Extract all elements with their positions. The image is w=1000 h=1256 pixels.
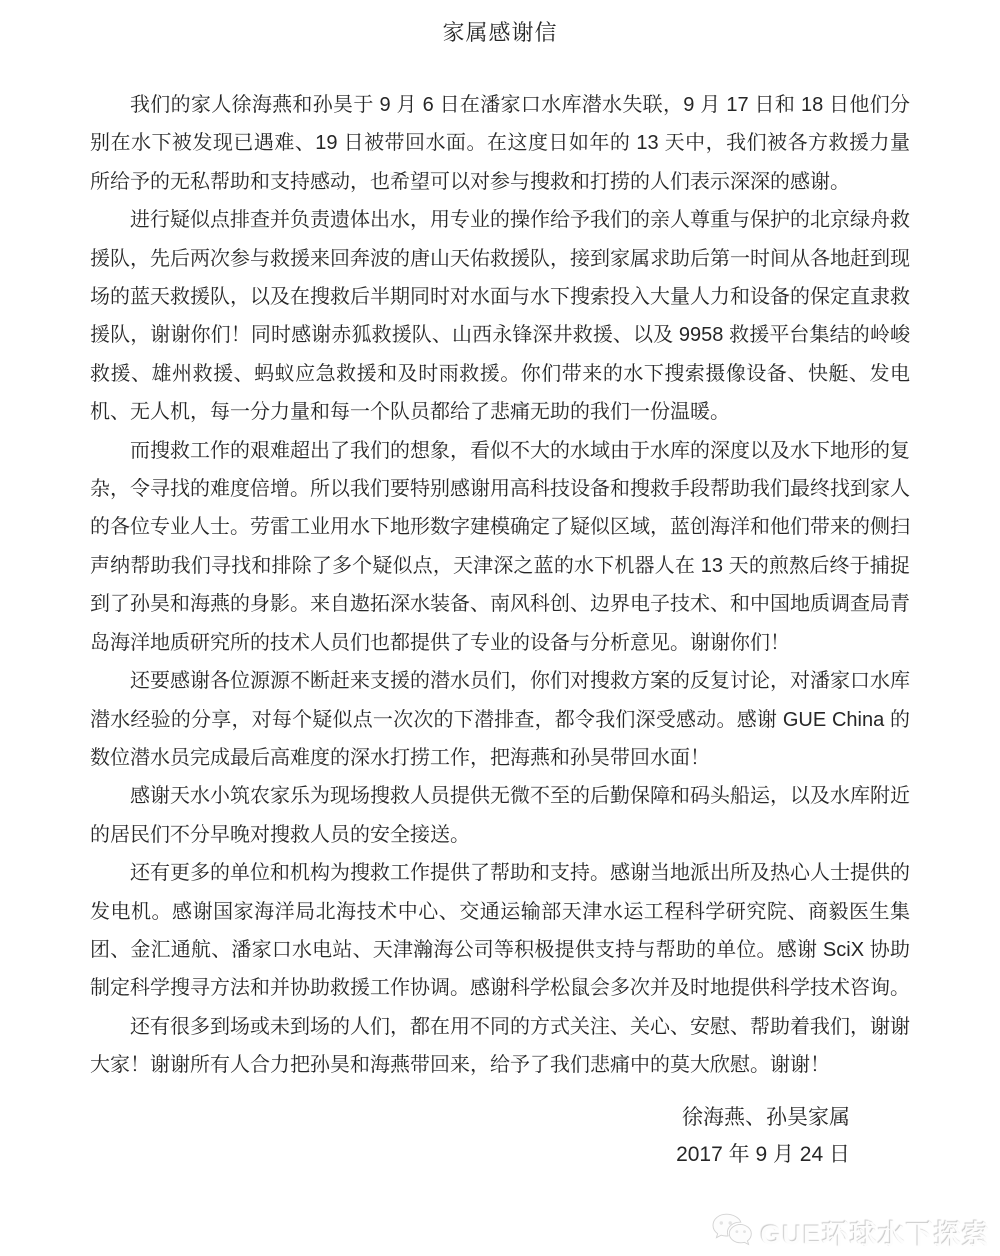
letter-paragraph: 还有更多的单位和机构为搜救工作提供了帮助和支持。感谢当地派出所及热心人士提供的发电机。感谢国家海洋局北海技术中心、交通运输部天津水运工程科学研究院、商毅医生集团、金汇通航、潘家口水电站、天津瀚海公司等积极提供支持与帮助的单位。感谢 SciX 协助制定科学搜寻方法和并协助救援工作协调。感谢科学松鼠会多次并及时地提供科学技术咨询。 xyxy=(90,862,910,1000)
letter-paragraph: 还要感谢各位源源不断赶来支援的潜水员们，你们对搜救方案的反复讨论，对潘家口水库潜水经验的分享，对每个疑似点一次次的下潜排查，都令我们深受感动。感谢 GUE China 的数位潜水员完成最后高难度的深水打捞工作，把海燕和孙昊带回水面！ xyxy=(90,670,910,769)
watermark-text: GUE环球水下探索 xyxy=(760,1220,990,1250)
letter-body xyxy=(90,86,910,1085)
signature-block xyxy=(0,1099,1000,1173)
letter-title: 家属感谢信 xyxy=(442,20,558,45)
wechat-icon xyxy=(712,1213,754,1252)
signature: 徐海燕、孙昊家属 xyxy=(682,1106,850,1129)
letter-paragraph: 还有很多到场或未到场的人们，都在用不同的方式关注、关心、安慰、帮助着我们，谢谢大家！谢谢所有人合力把孙昊和海燕带回来，给予了我们悲痛中的莫大欣慰。谢谢！ xyxy=(90,1015,910,1077)
letter-paragraph: 而搜救工作的艰难超出了我们的想象，看似不大的水域由于水库的深度以及水下地形的复杂，令寻找的难度倍增。所以我们要特别感谢用高科技设备和搜救手段帮助我们最终找到家人的各位专业人士。劳雷工业用水下地形数字建模确定了疑似区域，蓝创海洋和他们带来的侧扫声纳帮助我们寻找和排除了多个疑似点，天津深之蓝的水下机器人在 13 天的煎熬后终于捕捉到了孙昊和海燕的身影。来自遨拓深水装备、南风科创、边界电子技术、和中国地质调查局青岛海洋地质研究所的技术人员们也都提供了专业的设备与分析意见。谢谢你们！ xyxy=(90,439,910,654)
letter-paragraph: 进行疑似点排查并负责遗体出水，用专业的操作给予我们的亲人尊重与保护的北京绿舟救援队，先后两次参与救援来回奔波的唐山天佑救援队，接到家属求助后第一时间从各地赶到现场的蓝天救援队，以及在搜救后半期同时对水面与水下搜索投入大量人力和设备的保定直隶救援队，谢谢你们！同时感谢赤狐救援队、山西永锋深井救援、以及 9958 救援平台集结的岭峻救援、雄州救援、蚂蚁应急救援和及时雨救援。你们带来的水下搜索摄像设备、快艇、发电机、无人机，每一分力量和每一个队员都给了悲痛无助的我们一份温暖。 xyxy=(90,209,910,424)
letter-paragraph: 我们的家人徐海燕和孙昊于 9 月 6 日在潘家口水库潜水失联，9 月 17 日和 18 日他们分别在水下被发现已遇难、19 日被带回水面。在这度日如年的 13 天中，我们被各方救援力量所给予的无私帮助和支持感动，也希望可以对参与搜救和打捞的人们表示深深的感谢。 xyxy=(90,94,910,193)
letter-paragraph: 感谢天水小筑农家乐为现场搜救人员提供无微不至的后勤保障和码头船运，以及水库附近的居民们不分早晚对搜救人员的安全接送。 xyxy=(90,785,910,846)
letter-date: 2017 年 9 月 24 日 xyxy=(676,1143,850,1166)
watermark xyxy=(712,1213,990,1252)
